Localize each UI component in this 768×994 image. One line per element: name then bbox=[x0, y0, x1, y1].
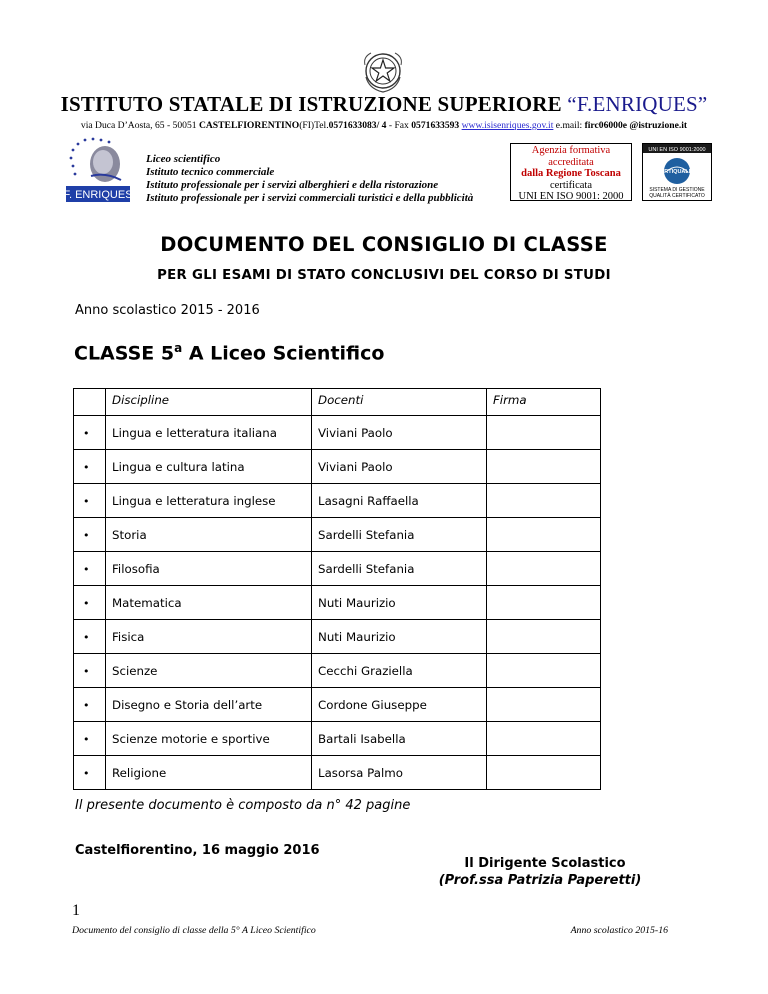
table-row bbox=[74, 756, 601, 790]
course-item: Istituto professionale per i servizi alberghieri e della ristorazione bbox=[146, 179, 439, 191]
header-teachers: Docenti bbox=[312, 389, 487, 416]
phone: 0571633083/ 4 bbox=[328, 120, 387, 131]
table-row bbox=[74, 450, 601, 484]
teacher-cell: Cordone Giuseppe bbox=[312, 688, 487, 722]
teacher-cell: Bartali Isabella bbox=[312, 722, 487, 756]
city: CASTELFIORENTINO bbox=[198, 120, 300, 131]
bullet: • bbox=[83, 494, 90, 508]
table-row bbox=[74, 552, 601, 586]
bullet: • bbox=[83, 528, 90, 542]
table-row bbox=[74, 484, 601, 518]
header-signature: Firma bbox=[487, 389, 601, 416]
school-title bbox=[0, 92, 768, 117]
courses-list bbox=[146, 153, 473, 205]
signature-cell[interactable] bbox=[487, 586, 601, 620]
bullet: • bbox=[83, 698, 90, 712]
agency-box bbox=[510, 143, 632, 201]
document-subtitle: PER GLI ESAMI DI STATO CONCLUSIVI DEL CORSO DI STUDI bbox=[157, 268, 611, 283]
website-link[interactable]: www.isisenriques.gov.it bbox=[461, 120, 554, 131]
bullet: • bbox=[83, 664, 90, 678]
cert-brand-text: CERTIQUALITY bbox=[656, 169, 698, 175]
footer-left-text: Documento del consiglio di classe della 5° A Liceo Scientifico bbox=[72, 925, 316, 936]
teachers-table bbox=[73, 388, 601, 790]
teacher-cell: Lasorsa Palmo bbox=[312, 756, 487, 790]
italian-republic-emblem-icon bbox=[359, 47, 407, 95]
cert-bottom-text: SISTEMA DI GESTIONE bbox=[649, 187, 705, 193]
agency-line: accreditata bbox=[548, 156, 594, 168]
signature-cell[interactable] bbox=[487, 552, 601, 586]
teacher-cell: Nuti Maurizio bbox=[312, 620, 487, 654]
subject-cell: Lingua e letteratura italiana bbox=[106, 416, 312, 450]
agency-line: Agenzia formativa bbox=[531, 145, 611, 156]
fax-label: - Fax bbox=[386, 120, 412, 131]
class-suffix: A Liceo Scientifico bbox=[182, 342, 385, 365]
bullet: • bbox=[83, 460, 90, 474]
email-label: e.mail: bbox=[553, 120, 585, 131]
signature-cell[interactable] bbox=[487, 484, 601, 518]
table-row bbox=[74, 722, 601, 756]
bullet: • bbox=[83, 596, 90, 610]
fax: 0571633593 bbox=[411, 120, 460, 131]
bullet: • bbox=[83, 766, 90, 780]
subject-cell: Religione bbox=[106, 756, 312, 790]
signature-cell[interactable] bbox=[487, 450, 601, 484]
school-name: ISTITUTO STATALE DI ISTRUZIONE SUPERIORE bbox=[60, 92, 562, 116]
signature-cell[interactable] bbox=[487, 688, 601, 722]
email: firc06000e @istruzione.it bbox=[584, 120, 688, 131]
cert-top-text: UNI EN ISO 9001:2000 bbox=[648, 147, 706, 153]
signature-cell[interactable] bbox=[487, 722, 601, 756]
enriques-logo bbox=[65, 136, 131, 204]
signature-cell[interactable] bbox=[487, 756, 601, 790]
agency-line: certificata bbox=[550, 179, 592, 191]
bullet: • bbox=[83, 630, 90, 644]
footer-right-text: Anno scolastico 2015-16 bbox=[570, 925, 668, 936]
course-item: Istituto professionale per i servizi commerciali turistici e della pubblicità bbox=[146, 192, 474, 204]
course-item: Liceo scientifico bbox=[146, 153, 221, 165]
subject-cell: Matematica bbox=[106, 586, 312, 620]
place-date: Castelfiorentino, 16 maggio 2016 bbox=[75, 843, 320, 858]
teacher-cell: Viviani Paolo bbox=[312, 450, 487, 484]
signature-cell[interactable] bbox=[487, 654, 601, 688]
certiquality-logo bbox=[642, 143, 712, 201]
bullet: • bbox=[83, 562, 90, 576]
teacher-cell: Lasagni Raffaella bbox=[312, 484, 487, 518]
school-year: Anno scolastico 2015 - 2016 bbox=[75, 303, 260, 318]
province-tel: (FI)Tel. bbox=[299, 120, 329, 131]
teacher-cell: Cecchi Graziella bbox=[312, 654, 487, 688]
subject-cell: Lingua e letteratura inglese bbox=[106, 484, 312, 518]
table-row bbox=[74, 620, 601, 654]
agency-line: dalla Regione Toscana bbox=[521, 168, 621, 179]
bullet: • bbox=[83, 732, 90, 746]
subject-cell: Filosofia bbox=[106, 552, 312, 586]
class-sup: a bbox=[174, 341, 183, 355]
logo-text: F. ENRIQUES bbox=[65, 189, 131, 201]
signature-cell[interactable] bbox=[487, 518, 601, 552]
address: via Duca D’Aosta, 65 - 50051 bbox=[80, 120, 197, 131]
class-title bbox=[74, 341, 384, 364]
teacher-cell: Sardelli Stefania bbox=[312, 518, 487, 552]
table-row bbox=[74, 654, 601, 688]
page-number: 1 bbox=[72, 902, 80, 919]
header-disciplines: Discipline bbox=[106, 389, 312, 416]
table-row bbox=[74, 416, 601, 450]
subject-cell: Storia bbox=[106, 518, 312, 552]
subject-cell: Scienze bbox=[106, 654, 312, 688]
table-row bbox=[74, 688, 601, 722]
signature-cell[interactable] bbox=[487, 416, 601, 450]
pages-note: Il presente documento è composto da n° 42 pagine bbox=[75, 798, 411, 813]
subject-cell: Scienze motorie e sportive bbox=[106, 722, 312, 756]
table-row bbox=[74, 586, 601, 620]
table-row bbox=[74, 518, 601, 552]
cert-bottom-text: QUALITÀ CERTIFICATO bbox=[649, 193, 705, 199]
teacher-cell: Viviani Paolo bbox=[312, 416, 487, 450]
subject-cell: Disegno e Storia dell’arte bbox=[106, 688, 312, 722]
agency-line: UNI EN ISO 9001: 2000 bbox=[518, 191, 624, 202]
school-quote: “F.ENRIQUES” bbox=[567, 92, 708, 116]
principal-name: (Prof.ssa Patrizia Paperetti) bbox=[438, 873, 642, 888]
signature-cell[interactable] bbox=[487, 620, 601, 654]
class-prefix: CLASSE 5 bbox=[74, 342, 175, 365]
teacher-cell: Sardelli Stefania bbox=[312, 552, 487, 586]
document-title: DOCUMENTO DEL CONSIGLIO DI CLASSE bbox=[160, 233, 608, 256]
course-item: Istituto tecnico commerciale bbox=[146, 166, 275, 178]
bullet: • bbox=[83, 426, 90, 440]
table-header-row bbox=[74, 389, 601, 416]
header-cell bbox=[74, 389, 106, 416]
subject-cell: Fisica bbox=[106, 620, 312, 654]
subject-cell: Lingua e cultura latina bbox=[106, 450, 312, 484]
teacher-cell: Nuti Maurizio bbox=[312, 586, 487, 620]
address-line bbox=[0, 120, 768, 131]
principal-role: Il Dirigente Scolastico bbox=[464, 856, 626, 871]
